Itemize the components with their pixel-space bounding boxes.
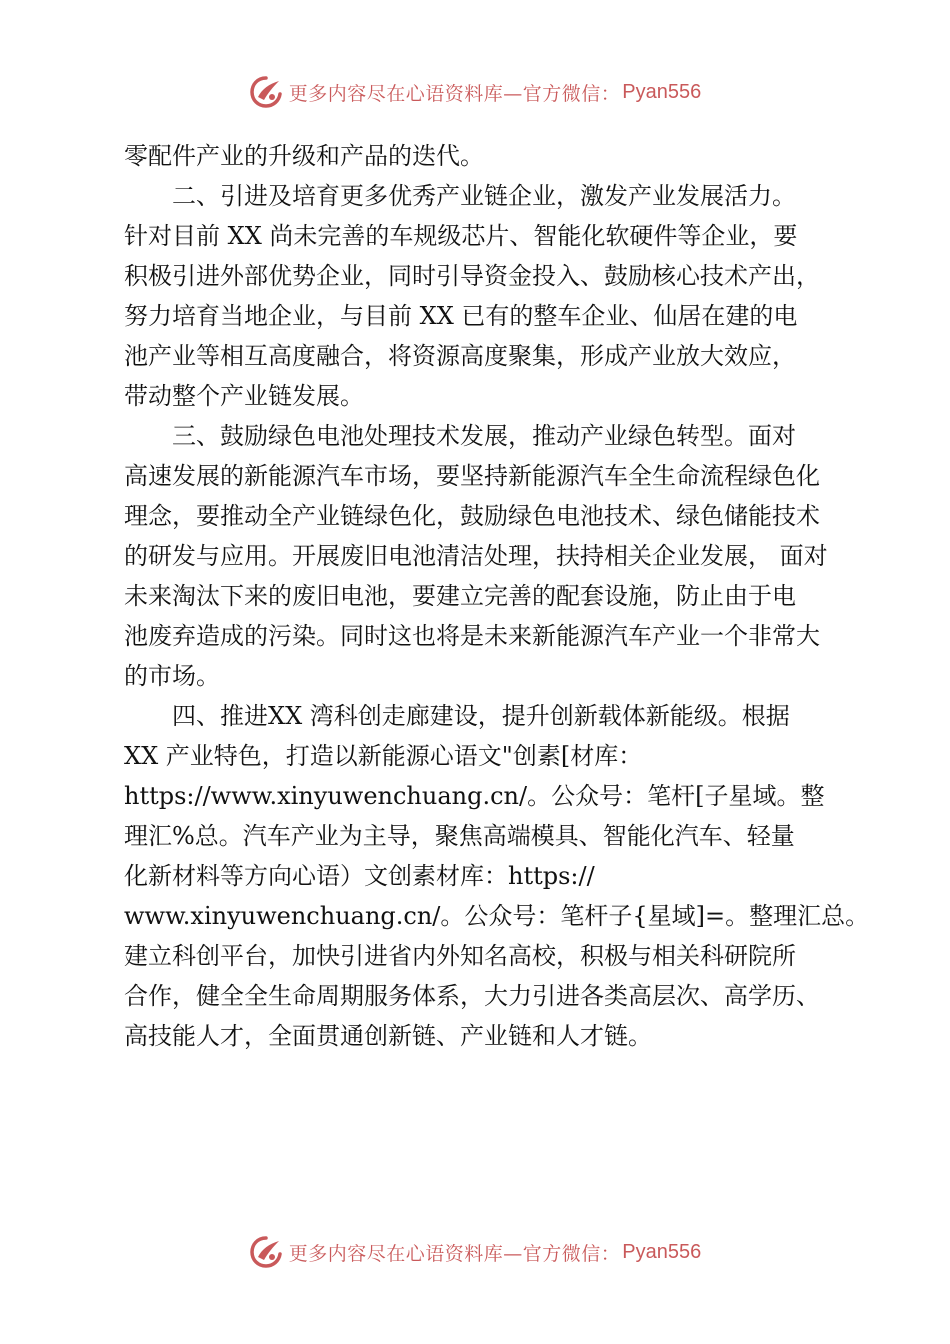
paragraph-heading-4: 四、推进XX 湾科创走廊建设，提升创新载体新能级。根据: [172, 702, 790, 730]
text-line: 化新材料等方向心语）文创素材库：https://: [124, 862, 595, 890]
text-line: 未来淘汰下来的废旧电池，要建立完善的配套设施，防止由于电: [124, 582, 796, 610]
text-line: 带动整个产业链发展。: [124, 382, 364, 410]
text-line: 积极引进外部优势企业，同时引导资金投入、鼓励核心技术产出，: [124, 262, 820, 290]
text-line: 针对目前 XX 尚未完善的车规级芯片、智能化软硬件等企业，要: [124, 222, 798, 250]
text-line: XX 产业特色，打造以新能源心语文"创素[材库：: [124, 742, 643, 770]
text-line: 努力培育当地企业，与目前 XX 已有的整车企业、仙居在建的电: [124, 302, 798, 330]
text-line: 建立科创平台，加快引进省内外知名高校，积极与相关科研院所: [124, 942, 796, 970]
text-line: 零配件产业的升级和产品的迭代。: [124, 142, 484, 170]
text-line: 理汇%总。汽车产业为主导，聚焦高端模具、智能化汽车、轻量: [124, 822, 795, 850]
text-line: 池产业等相互高度融合，将资源高度聚集，形成产业放大效应，: [124, 342, 796, 370]
footer-watermark: [0, 1232, 950, 1272]
watermark-text: 更多内容尽在心语资料库—官方微信：: [288, 1242, 621, 1265]
paragraph-heading-3: 三、鼓励绿色电池处理技术发展，推动产业绿色转型。面对: [172, 422, 796, 450]
watermark-wechat-id: Pyan556: [622, 1240, 702, 1263]
text-line: 高技能人才，全面贯通创新链、产业链和人才链。: [124, 1022, 652, 1050]
text-line: www.xinyuwenchuang.cn/。公众号：笔杆子{星域]=。整理汇总。: [124, 902, 870, 930]
text-line: 池废弃造成的污染。同时这也将是未来新能源汽车产业一个非常大: [124, 622, 820, 650]
watermark-text: 更多内容尽在心语资料库—官方微信：: [288, 82, 621, 105]
text-line: 高速发展的新能源汽车市场，要坚持新能源汽车全生命流程绿色化: [124, 462, 820, 490]
text-line: https://www.xinyuwenchuang.cn/。公众号：笔杆[子星域。整: [124, 782, 825, 810]
text-line: 的市场。: [124, 662, 220, 690]
text-line: 的研发与应用。开展废旧电池清洁处理，扶持相关企业发展， 面对: [124, 542, 828, 570]
document-body: [124, 136, 870, 1056]
paragraph-heading-2: 二、引进及培育更多优秀产业链企业，激发产业发展活力。: [172, 182, 796, 210]
brush-circle-logo-icon: [249, 75, 283, 109]
text-line: 合作，健全全生命周期服务体系，大力引进各类高层次、高学历、: [124, 982, 820, 1010]
text-line: 理念，要推动全产业链绿色化，鼓励绿色电池技术、绿色储能技术: [124, 502, 820, 530]
watermark-wechat-id: Pyan556: [622, 80, 702, 103]
header-watermark: [0, 72, 950, 112]
brush-circle-logo-icon: [249, 1235, 283, 1269]
